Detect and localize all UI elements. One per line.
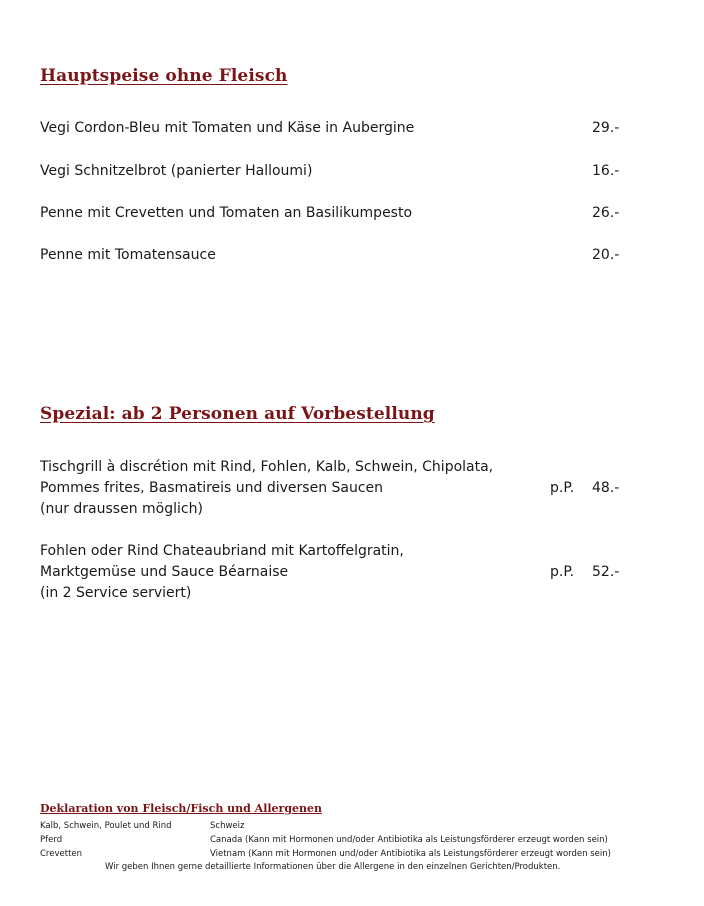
special-item-line: Fohlen oder Rind Chateaubriand mit Kartoffelgratin, <box>40 543 404 559</box>
section-title-hauptspeise: Hauptspeise ohne Fleisch <box>40 66 288 86</box>
menu-item-price: 20.- <box>592 247 620 263</box>
menu-item-price: 29.- <box>592 120 620 136</box>
special-item <box>40 457 620 520</box>
special-item-note: (in 2 Service serviert) <box>40 585 192 601</box>
declaration-meat: Pferd <box>40 835 63 845</box>
menu-item-price: 16.- <box>592 163 620 179</box>
menu-item-name: Penne mit Tomatensauce <box>40 247 216 263</box>
special-item-price: 48.- <box>592 480 620 496</box>
menu-item-name: Penne mit Crevetten und Tomaten an Basilikumpesto <box>40 205 413 221</box>
declaration-origin: Vietnam (Kann mit Hormonen und/oder Antibiotika als Leistungsförderer erzeugt worden sein) <box>210 849 611 859</box>
declaration-meat: Crevetten <box>40 849 83 859</box>
special-item-line: Pommes frites, Basmatireis und diversen Saucen <box>40 480 384 496</box>
special-item-unit: p.P. <box>550 564 575 580</box>
allergen-note: Wir geben Ihnen gerne detaillierte Informationen über die Allergene in den einzelnen Gerichten/Produkten. <box>105 862 561 872</box>
declaration-origin: Schweiz <box>210 821 245 831</box>
declaration-title: Deklaration von Fleisch/Fisch und Allergenen <box>40 802 323 815</box>
menu-item-price: 26.- <box>592 205 620 221</box>
special-item <box>40 541 620 604</box>
declaration-meat: Kalb, Schwein, Poulet und Rind <box>40 821 172 831</box>
special-item-price: 52.- <box>592 564 620 580</box>
special-item-line: Marktgemüse und Sauce Béarnaise <box>40 564 289 580</box>
menu-item-name: Vegi Cordon-Bleu mit Tomaten und Käse in Aubergine <box>40 120 415 136</box>
special-item-line: Tischgrill à discrétion mit Rind, Fohlen, Kalb, Schwein, Chipolata, <box>40 459 494 475</box>
special-item-unit: p.P. <box>550 480 575 496</box>
special-item-note: (nur draussen möglich) <box>40 501 203 517</box>
menu-item-name: Vegi Schnitzelbrot (panierter Halloumi) <box>40 163 313 179</box>
declaration-origin: Canada (Kann mit Hormonen und/oder Antibiotika als Leistungsförderer erzeugt worden sein) <box>210 835 608 845</box>
section-title-spezial: Spezial: ab 2 Personen auf Vorbestellung <box>40 404 435 424</box>
